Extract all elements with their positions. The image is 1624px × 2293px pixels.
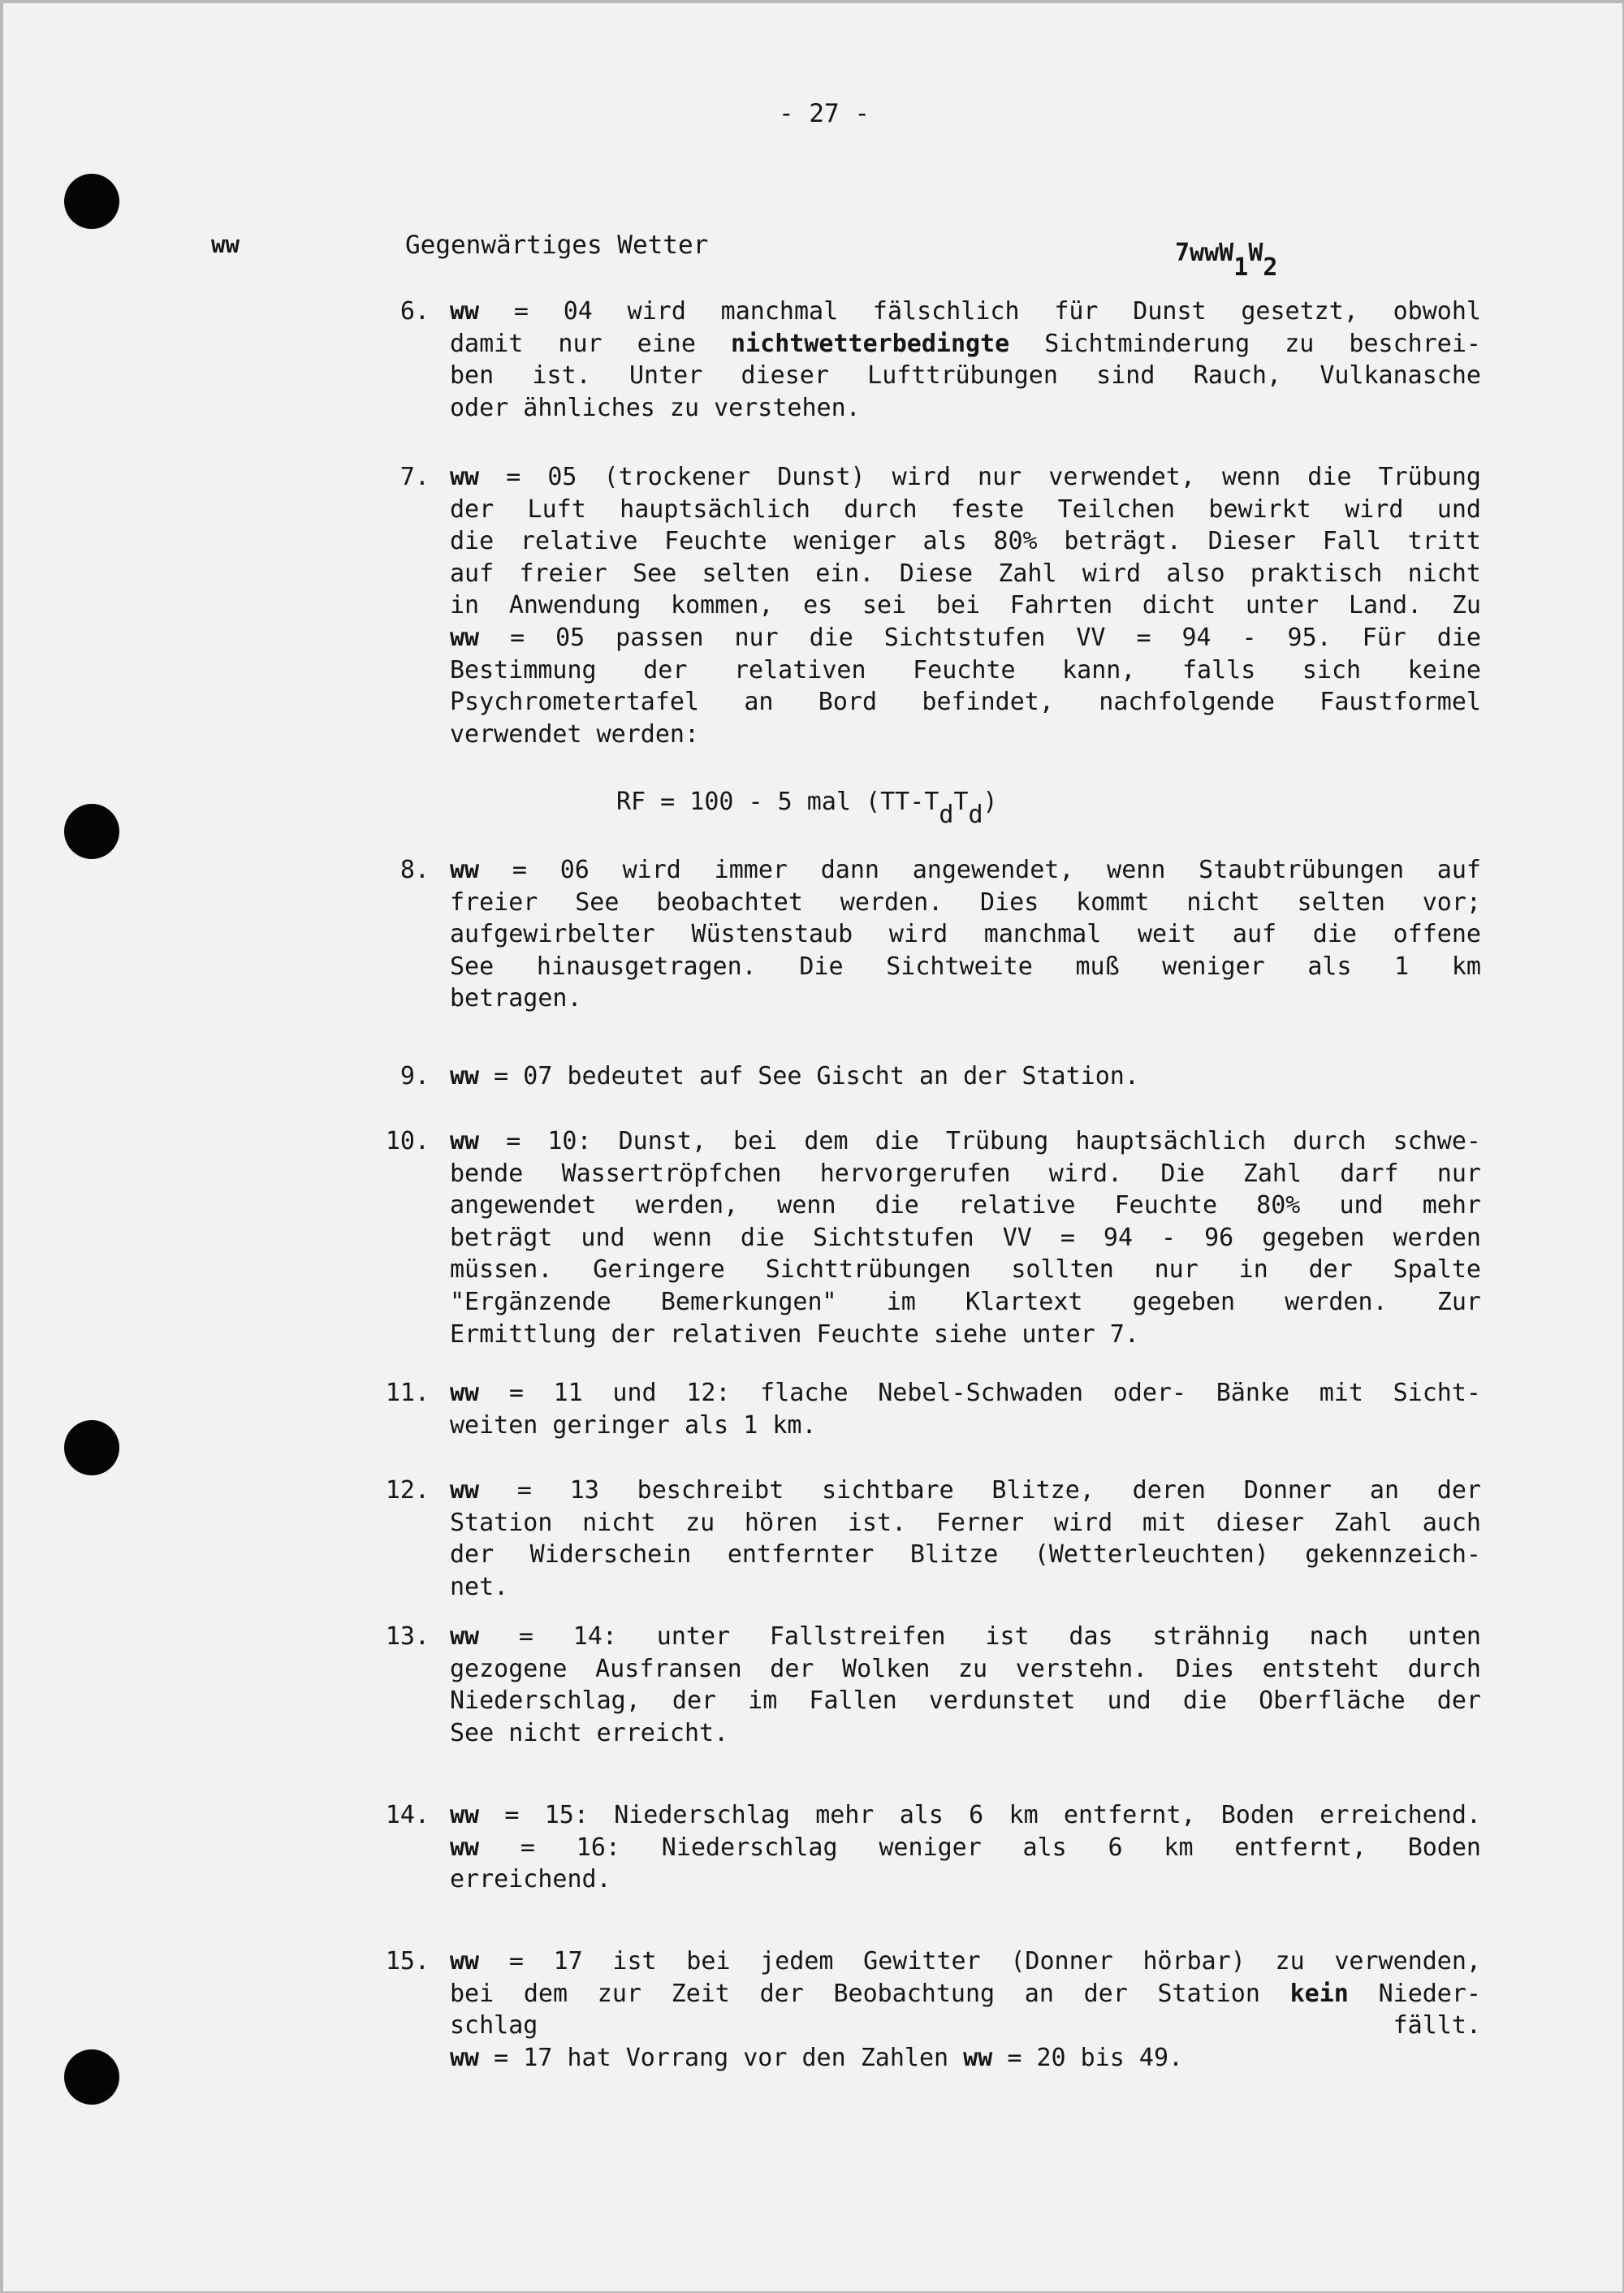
text-run: angewendet werden, wenn die relative Feuchte 80% und mehr xyxy=(450,1191,1481,1220)
text-line xyxy=(450,461,1481,494)
text-line xyxy=(450,654,1481,687)
text-run: Niederschlag, der im Fallen verdunstet und die Oberfläche der xyxy=(450,1686,1481,1716)
text-run: weiten geringer als 1 km. xyxy=(450,1410,817,1440)
text-run: = 17 hat Vorrang vor den Zahlen xyxy=(479,2043,964,2072)
bold-term: ww xyxy=(450,1801,480,1829)
item-text xyxy=(450,854,1481,1015)
text-line xyxy=(450,1410,1481,1442)
text-run: = 15: Niederschlag mehr als 6 km entfernt, Boden erreichend. xyxy=(479,1801,1481,1829)
item-number: 12. xyxy=(385,1476,430,1505)
punch-hole xyxy=(64,2049,119,2105)
bold-term: ww xyxy=(963,2043,993,2072)
text-run: erreichend. xyxy=(450,1865,611,1894)
bold-term: ww xyxy=(450,1947,480,1976)
text-run: verwendet werden: xyxy=(450,719,700,749)
item-number: 7. xyxy=(400,463,430,491)
text-line xyxy=(450,2010,1481,2042)
text-run: Nieder- xyxy=(1348,1979,1481,2008)
bold-term: ww xyxy=(450,1127,480,1155)
text-line xyxy=(450,328,1481,361)
item-number: 14. xyxy=(385,1801,430,1829)
item-text xyxy=(450,1799,1481,1896)
text-run: bende Wassertröpfchen hervorgerufen wird. Die Zahl darf nur xyxy=(450,1159,1481,1188)
text-line xyxy=(450,1377,1481,1410)
text-run: auf freier See selten ein. Diese Zahl wird also praktisch nicht xyxy=(450,559,1481,588)
text-run: Psychrometertafel an Bord befindet, nachfolgende Faustformel xyxy=(450,688,1481,717)
text-line xyxy=(450,589,1481,622)
group-code: $7wwW_1W_2$ xyxy=(1175,239,1278,282)
text-line xyxy=(450,1945,1481,1978)
bold-term: nichtwetterbedingte xyxy=(731,329,1010,358)
text-run: See nicht erreicht. xyxy=(450,1718,729,1747)
text-run: net. xyxy=(450,1572,509,1601)
punch-hole xyxy=(64,174,119,229)
text-line xyxy=(450,1286,1481,1319)
text-line xyxy=(450,392,1481,425)
text-run: Bestimmung der relativen Feuchte kann, falls sich keine xyxy=(450,655,1481,684)
text-run: = 14: unter Fallstreifen ist das strähnig nach unten xyxy=(479,1622,1481,1651)
text-run: Sichtminderung zu beschrei- xyxy=(1009,329,1481,358)
text-run: der Luft hauptsächlich durch feste Teilchen bewirkt wird und xyxy=(450,494,1481,524)
text-line xyxy=(450,296,1481,328)
text-line xyxy=(450,558,1481,590)
text-line xyxy=(450,982,1481,1015)
bold-term: ww xyxy=(450,1476,480,1505)
item-number: 8. xyxy=(400,856,430,884)
item-text xyxy=(450,296,1481,424)
text-line xyxy=(450,887,1481,919)
text-run: gezogene Ausfransen der Wolken zu verstehn. Dies entsteht durch xyxy=(450,1654,1481,1683)
text-run: = 07 bedeutet auf See Gischt an der Station. xyxy=(479,1062,1139,1090)
text-line xyxy=(450,951,1481,983)
item-text xyxy=(450,1377,1481,1441)
text-run: schlag fällt. xyxy=(450,2011,1481,2040)
item-text xyxy=(450,461,1481,750)
text-run: bei dem zur Zeit der Beobachtung an der Station xyxy=(450,1979,1290,2008)
text-line xyxy=(450,1717,1481,1750)
text-line xyxy=(450,1978,1481,2010)
text-run: der Widerschein entfernter Blitze (Wetterleuchten) gekennzeich- xyxy=(450,1540,1481,1570)
text-line xyxy=(450,1571,1481,1604)
text-run: = 05 (trockener Dunst) wird nur verwendet, wenn die Trübung xyxy=(479,463,1481,491)
text-line xyxy=(450,1158,1481,1190)
punch-hole xyxy=(64,804,119,859)
section-title: Gegenwärtiges Wetter xyxy=(405,231,709,260)
text-run: die relative Feuchte weniger als 80% beträgt. Dieser Fall tritt xyxy=(450,527,1481,556)
bold-term: ww xyxy=(450,1622,480,1651)
text-line xyxy=(450,1190,1481,1222)
text-run: See hinausgetragen. Die Sichtweite muß weniger als 1 km xyxy=(450,952,1481,981)
text-run: Ermittlung der relativen Feuchte siehe unter 7. xyxy=(450,1319,1139,1349)
bold-term: ww xyxy=(450,623,480,652)
item-text xyxy=(450,1060,1481,1093)
bold-term: ww xyxy=(450,1833,480,1862)
text-line xyxy=(450,1685,1481,1717)
text-run: = 04 wird manchmal fälschlich für Dunst gesetzt, obwohl xyxy=(479,297,1481,326)
text-run: Station nicht zu hören ist. Ferner wird mit dieser Zahl auch xyxy=(450,1508,1481,1537)
item-number: 11. xyxy=(385,1379,430,1407)
text-run: = 20 bis 49. xyxy=(992,2043,1184,2072)
text-run: aufgewirbelter Wüstenstaub wird manchmal weit auf die offene xyxy=(450,920,1481,949)
text-line xyxy=(450,1222,1481,1254)
text-run: "Ergänzende Bemerkungen" im Klartext gegeben werden. Zur xyxy=(450,1287,1481,1316)
bold-term: kein xyxy=(1289,1979,1349,2008)
text-run: = 13 beschreibt sichtbare Blitze, deren Donner an der xyxy=(479,1476,1481,1505)
item-text xyxy=(450,1475,1481,1603)
item-text xyxy=(450,1125,1481,1350)
text-line xyxy=(450,854,1481,887)
document-page xyxy=(3,3,1622,2291)
text-run: = 17 ist bei jedem Gewitter (Donner hörbar) zu verwenden, xyxy=(479,1947,1481,1976)
item-number: 6. xyxy=(400,297,430,326)
text-line xyxy=(450,1475,1481,1507)
text-line xyxy=(450,2042,1481,2075)
text-line xyxy=(450,918,1481,951)
text-run: betragen. xyxy=(450,984,582,1013)
item-number: 9. xyxy=(400,1062,430,1090)
text-line xyxy=(450,1863,1481,1896)
item-number: 10. xyxy=(385,1127,430,1155)
bold-term: ww xyxy=(450,297,480,326)
text-run: = 16: Niederschlag weniger als 6 km entfernt, Boden xyxy=(479,1833,1481,1862)
bold-term: ww xyxy=(450,856,480,884)
text-run: ben ist. Unter dieser Lufttrübungen sind Rauch, Vulkanasche xyxy=(450,361,1481,391)
bold-term: ww xyxy=(450,463,480,491)
text-run: müssen. Geringere Sichttrübungen sollten nur in der Spalte xyxy=(450,1255,1481,1285)
text-run: freier See beobachtet werden. Dies kommt nicht selten vor; xyxy=(450,887,1481,917)
text-run: in Anwendung kommen, es sei bei Fahrten dicht unter Land. Zu xyxy=(450,591,1481,620)
text-run: beträgt und wenn die Sichtstufen VV = 94 - 96 gegeben werden xyxy=(450,1223,1481,1252)
humidity-formula: RF = 100 - 5 mal $(TT-T_dT_d)$ xyxy=(616,788,998,829)
text-run: = 05 passen nur die Sichtstufen VV = 94 - 95. Für die xyxy=(479,623,1481,652)
text-run: = 11 und 12: flache Nebel-Schwaden oder- Bänke mit Sicht- xyxy=(479,1379,1481,1407)
text-line xyxy=(450,1060,1481,1093)
text-line xyxy=(450,1507,1481,1539)
bold-term: ww xyxy=(450,1062,480,1090)
text-line xyxy=(450,525,1481,558)
bold-term: ww xyxy=(450,2043,480,2072)
text-line xyxy=(450,719,1481,751)
item-text xyxy=(450,1621,1481,1749)
punch-hole xyxy=(64,1420,119,1475)
text-run: = 10: Dunst, bei dem die Trübung hauptsächlich durch schwe- xyxy=(479,1127,1481,1155)
text-run: = 06 wird immer dann angewendet, wenn Staubtrübungen auf xyxy=(479,856,1481,884)
text-run: damit nur eine xyxy=(450,329,732,358)
text-line xyxy=(450,622,1481,654)
page-number: - 27 - xyxy=(779,99,870,128)
text-line xyxy=(450,1653,1481,1686)
bold-term: ww xyxy=(450,1379,480,1407)
text-line xyxy=(450,1621,1481,1653)
text-line xyxy=(450,360,1481,392)
item-number: 13. xyxy=(385,1622,430,1651)
text-line xyxy=(450,494,1481,526)
column-code: ww xyxy=(211,231,240,258)
item-text xyxy=(450,1945,1481,2074)
text-line xyxy=(450,1539,1481,1571)
text-run: oder ähnliches zu verstehen. xyxy=(450,393,861,422)
item-number: 15. xyxy=(385,1947,430,1976)
text-line xyxy=(450,1125,1481,1158)
text-line xyxy=(450,1254,1481,1286)
text-line xyxy=(450,686,1481,719)
text-line xyxy=(450,1799,1481,1832)
text-line xyxy=(450,1832,1481,1864)
text-line xyxy=(450,1319,1481,1351)
